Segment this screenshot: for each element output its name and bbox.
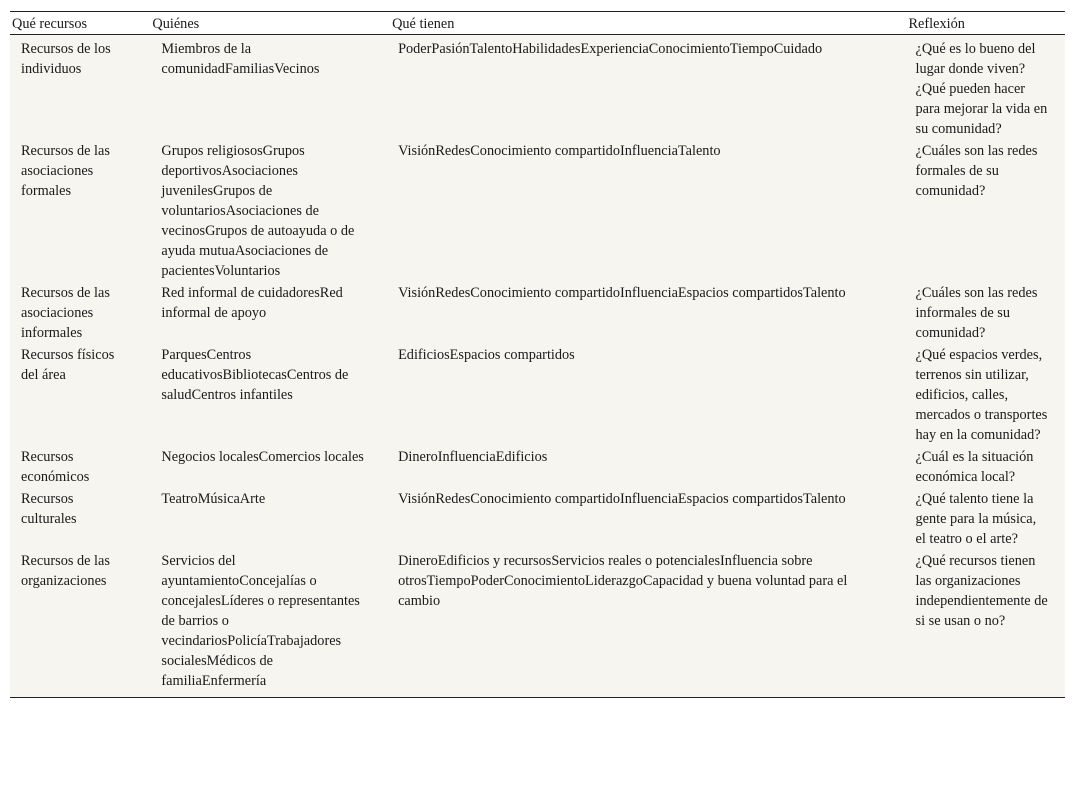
cell-quienes: TeatroMúsicaArte [161, 491, 266, 507]
cell-quienes: Negocios localesComercios locales [161, 449, 364, 465]
table-row [10, 141, 1065, 283]
cell-recurso: Recursos de los individuos [21, 41, 111, 77]
header-quienes: Quiénes [150, 12, 390, 35]
table-row [10, 345, 1065, 447]
cell-quienes: Red informal de cuidadoresRed informal de apoyo [161, 285, 343, 321]
resources-table [10, 11, 1065, 698]
cell-recurso: Recursos económicos [21, 449, 90, 485]
header-reflexion: Reflexión [907, 12, 1065, 35]
cell-tienen: EdificiosEspacios compartidos [398, 347, 575, 363]
resources-table-container [10, 11, 1065, 698]
cell-quienes: Grupos religiososGrupos deportivosAsociaciones juvenilesGrupos de voluntariosAsociaciones de vecinosGrupos de autoayuda o de ayuda mutuaAsociaciones de pacientesVoluntarios [161, 143, 355, 279]
cell-tienen: VisiónRedesConocimiento compartidoInfluenciaEspacios compartidosTalento [398, 285, 846, 301]
cell-tienen: PoderPasiónTalentoHabilidadesExperienciaConocimientoTiempoCuidado [398, 41, 823, 57]
table-body [10, 35, 1065, 698]
table-row [10, 447, 1065, 489]
cell-quienes: ParquesCentros educativosBibliotecasCentros de saludCentros infantiles [161, 347, 349, 403]
cell-reflexion: ¿Qué es lo bueno del lugar donde viven?¿Qué pueden hacer para mejorar la vida en su comunidad? [915, 41, 1048, 137]
cell-quienes: Servicios del ayuntamientoConcejalías o concejalesLíderes o representantes de barrios o vecindariosPolicíaTrabajadores socialesMédicos de familiaEnfermería [150, 551, 390, 698]
cell-recurso: Recursos de las organizaciones [10, 551, 150, 698]
cell-reflexion: ¿Qué talento tiene la gente para la música, el teatro o el arte? [915, 491, 1037, 547]
cell-tienen: DineroEdificios y recursosServicios reales o potencialesInfluencia sobre otrosTiempoPoderConocimientoLiderazgoCapacidad y buena voluntad para el cambio [390, 551, 906, 698]
cell-tienen: DineroInfluenciaEdificios [398, 449, 548, 465]
table-row [10, 551, 1065, 698]
cell-recurso: Recursos de las asociaciones informales [21, 285, 110, 341]
table-header [10, 12, 1065, 35]
header-que-recursos: Qué recursos [10, 12, 150, 35]
cell-tienen: VisiónRedesConocimiento compartidoInfluenciaTalento [398, 143, 721, 159]
cell-tienen: VisiónRedesConocimiento compartidoInfluenciaEspacios compartidosTalento [398, 491, 846, 507]
header-row [10, 12, 1065, 35]
cell-reflexion: ¿Cuáles son las redes formales de su comunidad? [915, 143, 1038, 199]
cell-reflexion: ¿Qué recursos tienen las organizaciones independientemente de si se usan o no? [907, 551, 1065, 698]
cell-recurso: Recursos físicos del área [21, 347, 115, 383]
table-row [10, 489, 1065, 551]
cell-reflexion: ¿Cuáles son las redes informales de su comunidad? [915, 285, 1038, 341]
cell-reflexion: ¿Cuál es la situación económica local? [915, 449, 1034, 485]
cell-reflexion: ¿Qué espacios verdes, terrenos sin utilizar, edificios, calles, mercados o transportes hay en la comunidad? [915, 347, 1048, 443]
table-row [10, 283, 1065, 345]
cell-recurso: Recursos culturales [21, 491, 77, 527]
cell-recurso: Recursos de las asociaciones formales [21, 143, 110, 199]
table-row [10, 35, 1065, 142]
header-que-tienen: Qué tienen [390, 12, 906, 35]
cell-quienes: Miembros de la comunidadFamiliasVecinos [161, 41, 320, 77]
